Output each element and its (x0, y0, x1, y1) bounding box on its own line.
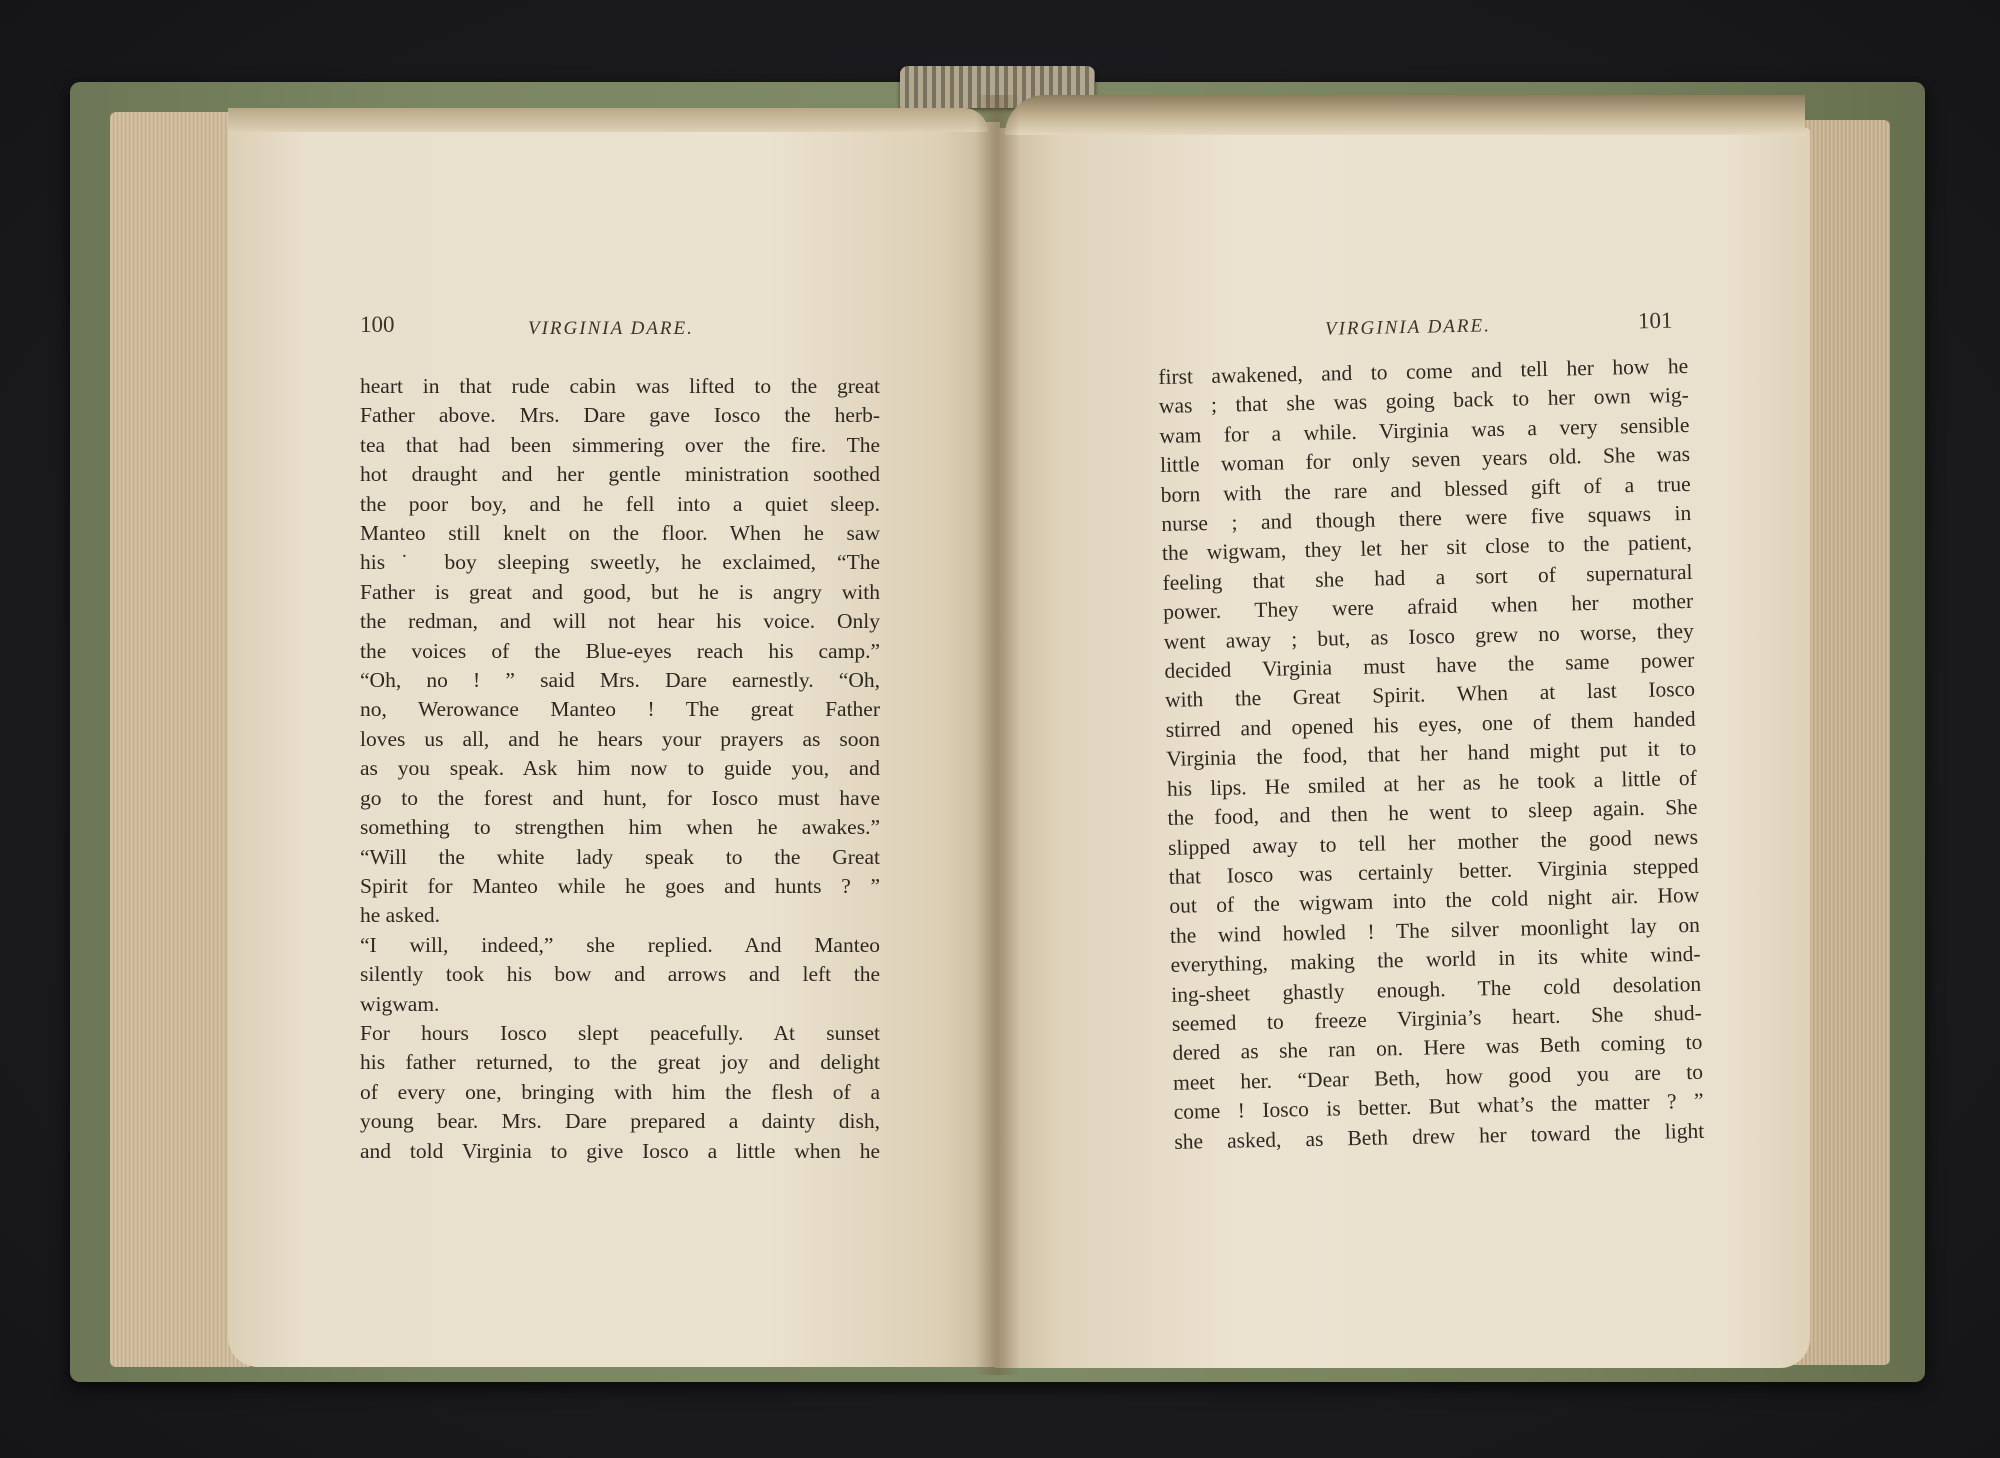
text-line: go to the forest and hunt, for Iosco must have (360, 785, 880, 810)
left-page-top-curve (228, 108, 988, 132)
text-line: For hours Iosco slept peacefully. At sunset (360, 1020, 880, 1045)
text-line: silently took his bow and arrows and left the (360, 962, 880, 987)
text-line: heart in that rude cabin was lifted to the great (360, 374, 880, 398)
right-running-head: VIRGINIA DARE. (1324, 315, 1492, 340)
text-line: his˙ boy sleeping sweetly, he exclaimed, “The (360, 550, 880, 575)
text-line: come ! Iosco is better. But what’s the matter ? ” (1173, 1088, 1704, 1124)
text-line: tea that had been simmering over the fire. The (360, 432, 880, 457)
text-line: the wigwam, they let her sit close to the patient, (1161, 530, 1693, 566)
text-line: the food, and then he went to sleep again. She (1167, 794, 1698, 830)
left-page-text (360, 372, 880, 1166)
text-line: “Oh, no ! ” said Mrs. Dare earnestly. “Oh, (360, 668, 880, 693)
right-page-text (1158, 352, 1705, 1157)
text-line: with the Great Spirit. When at last Iosco (1164, 677, 1696, 713)
text-line: the redman, and will not hear his voice. Only (360, 609, 880, 634)
text-line: his father returned, to the great joy and delight (360, 1050, 880, 1075)
text-line: went away ; but, as Iosco grew no worse, they (1163, 618, 1694, 654)
text-line: out of the wigwam into the cold night air. How (1169, 883, 1700, 919)
text-line: the poor boy, and he fell into a quiet sleep. (360, 491, 880, 516)
text-line: Manteo still knelt on the floor. When he saw (360, 521, 880, 546)
text-line: decided Virginia must have the same power (1164, 647, 1695, 683)
text-line: as you speak. Ask him now to guide you, and (360, 756, 880, 781)
text-line: ing-sheet ghastly enough. The cold desolation (1170, 971, 1702, 1007)
text-line: stirred and opened his eyes, one of them handed (1165, 706, 1696, 742)
text-line: nurse ; and though there were five squaws in (1161, 500, 1692, 536)
text-line: meet her. “Dear Beth, how good you are to (1172, 1059, 1704, 1095)
text-line: of every one, bringing with him the flesh of a (360, 1079, 880, 1104)
text-line: his lips. He smiled at her as he took a little of (1166, 765, 1698, 801)
text-line: feeling that she had a sort of supernatural (1162, 559, 1693, 595)
text-line: was ; that she was going back to her own wig- (1158, 383, 1690, 419)
text-line: that Iosco was certainly better. Virginia stepped (1168, 853, 1699, 889)
text-line: dered as she ran on. Here was Beth coming to (1172, 1030, 1703, 1066)
text-line: Father is great and good, but he is angry with (360, 579, 880, 604)
left-running-head: VIRGINIA DARE. (528, 318, 694, 339)
left-page-number: 100 (360, 312, 395, 337)
text-line: power. They were afraid when her mother (1162, 589, 1694, 625)
right-page-number: 101 (1637, 307, 1673, 334)
text-line: Spirit for Manteo while he goes and hunts ? ” (360, 873, 880, 898)
text-line: “I will, indeed,” she replied. And Manteo (360, 932, 880, 957)
text-line: first awakened, and to come and tell her how he (1158, 353, 1689, 389)
book-gutter (975, 95, 1020, 1375)
text-line: he asked. (360, 903, 440, 928)
text-line: slipped away to tell her mother the good news (1167, 824, 1699, 860)
text-line: something to strengthen him when he awakes.” (360, 815, 880, 840)
text-line: the wind howled ! The silver moonlight lay on (1169, 912, 1701, 948)
text-line: hot draught and her gentle ministration soothed (360, 462, 880, 487)
text-line: Virginia the food, that her hand might put it to (1166, 736, 1697, 772)
text-line: and told Virginia to give Iosco a little when he (360, 1138, 880, 1163)
text-line: young bear. Mrs. Dare prepared a dainty dish, (360, 1109, 880, 1134)
text-line: wigwam. (360, 991, 440, 1016)
text-line: seemed to freeze Virginia’s heart. She shud- (1171, 1000, 1702, 1036)
text-line: no, Werowance Manteo ! The great Father (360, 697, 880, 722)
text-line: loves us all, and he hears your prayers as soon (360, 726, 880, 751)
text-line: wam for a while. Virginia was a very sensible (1159, 412, 1690, 448)
right-page-top-curve (1005, 95, 1805, 135)
text-line: little woman for only seven years old. She was (1159, 442, 1691, 478)
text-line: born with the rare and blessed gift of a true (1160, 471, 1691, 507)
text-line: everything, making the world in its white wind- (1170, 941, 1701, 977)
text-line: Father above. Mrs. Dare gave Iosco the herb- (360, 403, 880, 428)
text-line: the voices of the Blue-eyes reach his camp.” (360, 638, 880, 663)
text-line: she asked, as Beth drew her toward the light (1174, 1118, 1705, 1154)
text-line: “Will the white lady speak to the Great (360, 844, 880, 869)
